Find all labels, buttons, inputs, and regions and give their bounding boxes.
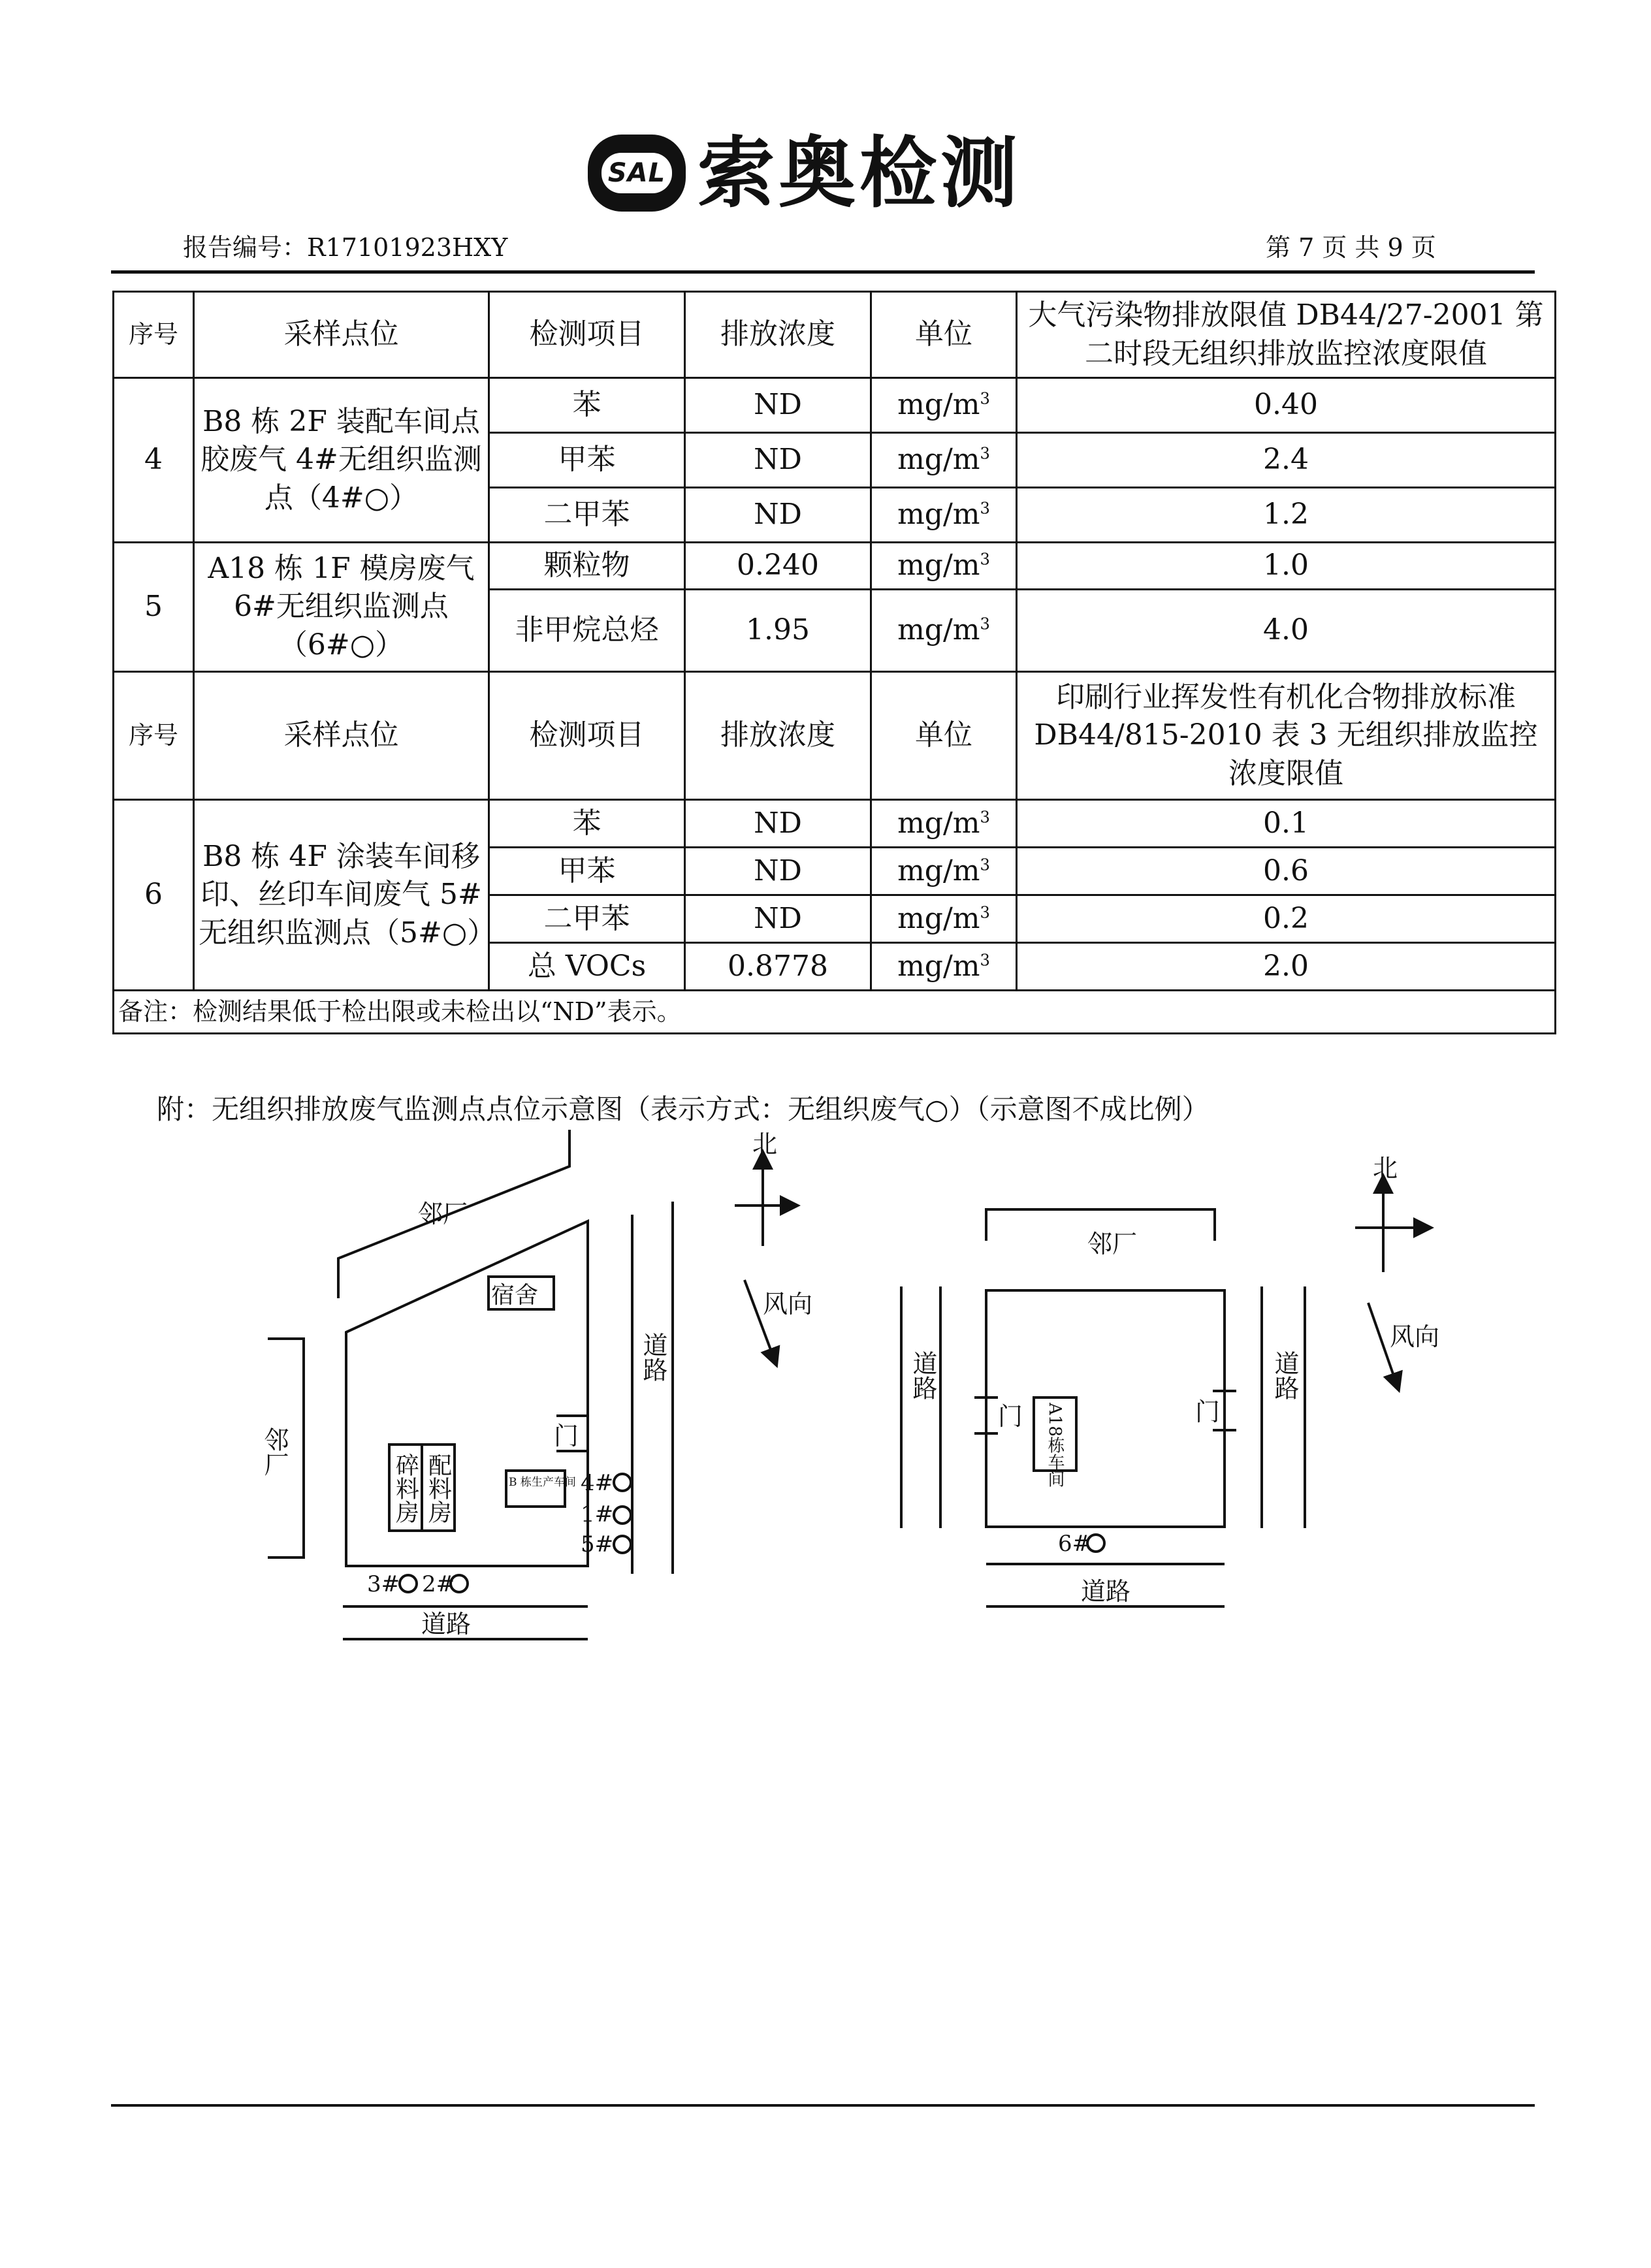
concentration: ND [685,378,871,433]
col-header-site: 采样点位 [194,292,489,378]
gate-label: 门 [554,1422,579,1450]
road-label-left: 道路 [908,1350,937,1400]
concentration: ND [685,433,871,488]
col-header-no: 序号 [114,672,194,800]
concentration: ND [685,488,871,543]
concentration: ND [685,895,871,943]
col-header-unit: 单位 [871,292,1017,378]
col-header-site: 采样点位 [194,672,489,800]
unit-cell: $mg/m^3$ [871,895,1017,943]
logo-text: 索奥检测 [697,128,1022,218]
logo-badge: SAL [588,135,686,212]
neighbor-label-left: 邻厂 [260,1427,289,1477]
test-item: 甲苯 [489,848,685,895]
test-item: 苯 [489,800,685,848]
monitor-point-3 [400,1575,417,1592]
a18-label: A18栋车间 [1045,1403,1065,1488]
test-item: 二甲苯 [489,488,685,543]
limit-value: 1.0 [1017,543,1556,590]
col-header-item: 检测项目 [489,292,685,378]
concentration: ND [685,848,871,895]
limit-value: 4.0 [1017,590,1556,672]
monitor-point-4 [614,1474,631,1491]
wind-label: 风向 [763,1290,813,1318]
unit-cell: $mg/m^3$ [871,378,1017,433]
col-header-item: 检测项目 [489,672,685,800]
limit-value: 0.2 [1017,895,1556,943]
unit-cell: $mg/m^3$ [871,943,1017,991]
road-label-bottom: 道路 [421,1610,472,1638]
gate-label-right: 门 [1195,1398,1221,1426]
row-no: 4 [114,378,194,543]
road-label-right: 道路 [639,1332,667,1382]
col-header-limit: 大气污染物排放限值 DB44/27-2001 第二时段无组织排放监控浓度限值 [1017,292,1556,378]
test-item: 甲苯 [489,433,685,488]
col-header-conc: 排放浓度 [685,292,871,378]
unit-cell: $mg/m^3$ [871,433,1017,488]
wind-label: 风向 [1390,1322,1440,1351]
point-label-2: 2# [422,1571,455,1597]
row-no: 5 [114,543,194,672]
road-label-right: 道路 [1270,1350,1299,1400]
concentration: ND [685,800,871,848]
road-label-bottom: 道路 [1081,1577,1131,1606]
diagram-caption: 附：无组织排放废气监测点点位示意图（表示方式：无组织废气○）（示意图不成比例） [157,1093,1210,1125]
col-header-conc: 排放浓度 [685,672,871,800]
monitor-point-1 [614,1507,631,1524]
north-label: 北 [1373,1154,1398,1183]
point-label-3: 3# [367,1571,400,1597]
sampling-site: B8 栋 2F 装配车间点胶废气 4#无组织监测点（4#○） [194,378,489,543]
footer-divider [111,2104,1535,2107]
unit-cell: $mg/m^3$ [871,848,1017,895]
monitor-point-5 [614,1536,631,1553]
concentration: 1.95 [685,590,871,672]
sampling-site: A18 栋 1F 模房废气 6#无组织监测点（6#○） [194,543,489,672]
north-label: 北 [752,1130,778,1158]
limit-value: 0.1 [1017,800,1556,848]
col-header-limit: 印刷行业挥发性有机化合物排放标准 DB44/815-2010 表 3 无组织排放监控浓度限值 [1017,672,1556,800]
unit-cell: $mg/m^3$ [871,590,1017,672]
page-number: 第 7 页 共 9 页 [1266,233,1436,262]
test-item: 苯 [489,378,685,433]
unit-cell: $mg/m^3$ [871,800,1017,848]
limit-value: 2.4 [1017,433,1556,488]
point-label-6: 6# [1058,1531,1091,1557]
neighbor-label: 邻厂 [1087,1230,1138,1258]
table-note: 备注：检测结果低于检出限或未检出以“ND”表示。 [114,991,1556,1034]
unit-cell: $mg/m^3$ [871,488,1017,543]
mix-room-label: 配料房 [425,1453,452,1524]
neighbor-label-top: 邻厂 [418,1200,468,1228]
gate-label-left: 门 [998,1402,1023,1431]
concentration: 0.8778 [685,943,871,991]
limit-value: 2.0 [1017,943,1556,991]
test-item: 非甲烷总烃 [489,590,685,672]
sampling-site: B8 栋 4F 涂装车间移印、丝印车间废气 5#无组织监测点（5#○） [194,800,489,991]
point-label-5: 5# [581,1531,614,1557]
col-header-no: 序号 [114,292,194,378]
test-item: 颗粒物 [489,543,685,590]
test-item: 二甲苯 [489,895,685,943]
crush-room-label: 碎料房 [392,1453,419,1524]
col-header-unit: 单位 [871,672,1017,800]
test-item: 总 VOCs [489,943,685,991]
site-outline-left [346,1221,588,1566]
row-no: 6 [114,800,194,991]
dorm-label: 宿舍 [491,1282,539,1309]
limit-value: 0.40 [1017,378,1556,433]
report-number: 报告编号：R17101923HXY [183,233,508,262]
unit-cell: $mg/m^3$ [871,543,1017,590]
limit-value: 1.2 [1017,488,1556,543]
point-label-1: 1# [581,1501,614,1527]
limit-value: 0.6 [1017,848,1556,895]
b-building-label: B 栋生产车间 [509,1476,576,1489]
point-label-4: 4# [581,1470,614,1496]
concentration: 0.240 [685,543,871,590]
